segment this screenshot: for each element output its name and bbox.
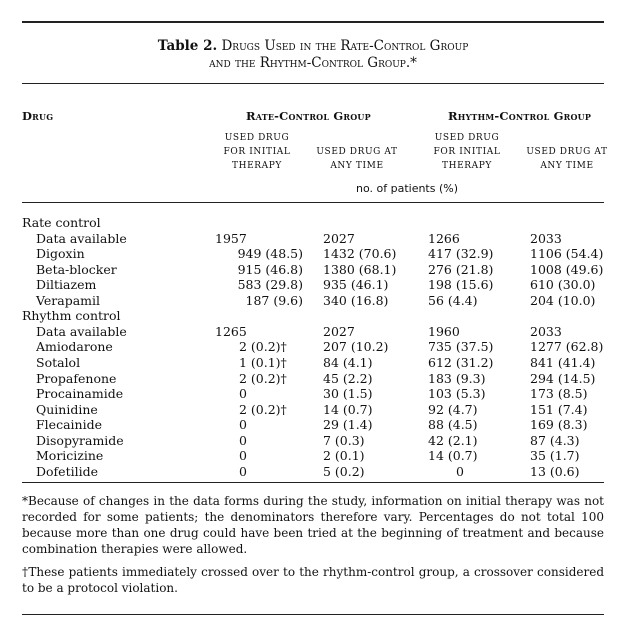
rate-initial-cell: 915 (46.8) — [237, 261, 303, 277]
table-row — [0, 448, 624, 463]
rhythm-initial-cell: 1960 — [428, 323, 460, 339]
table-row — [0, 402, 624, 417]
rate-anytime-cell: 29 (1.4) — [323, 417, 373, 433]
rhythm-anytime-cell: 1106 (54.4) — [530, 246, 604, 262]
drug-name-cell: Sotalol — [36, 354, 81, 370]
table-row — [0, 246, 624, 261]
rhythm-initial-cell: 14 (0.7) — [428, 448, 478, 464]
drug-name-cell: Disopyramide — [36, 432, 124, 448]
rhythm-initial-subheader: USED DRUG FOR INITIAL THERAPY — [433, 133, 501, 171]
rate-group-header: Rate-Control Group — [246, 109, 371, 123]
rhythm-initial-cell: 0 — [456, 463, 464, 479]
table-row — [0, 324, 624, 339]
table-row — [0, 277, 624, 292]
rate-initial-cell: 187 (9.6) — [245, 292, 303, 308]
rate-anytime-cell: 935 (46.1) — [323, 277, 389, 293]
header-rule — [22, 202, 604, 203]
rate-initial-cell: 0 — [239, 463, 247, 479]
rate-anytime-cell: 340 (16.8) — [323, 292, 389, 308]
table-row — [0, 355, 624, 370]
rate-initial-cell: 0 — [239, 448, 247, 464]
drug-name-cell: Dofetilide — [36, 463, 98, 479]
rate-initial-cell: 0 — [239, 417, 247, 433]
rate-anytime-cell: 2027 — [323, 323, 355, 339]
rate-initial-cell: 1265 — [215, 323, 247, 339]
rate-anytime-cell: 7 (0.3) — [323, 432, 365, 448]
rate-initial-cell: 949 (48.5) — [237, 246, 303, 262]
rate-initial-subheader: USED DRUG FOR INITIAL THERAPY — [223, 133, 291, 171]
drug-name-cell: Beta-blocker — [36, 261, 117, 277]
rate-initial-cell: 583 (29.8) — [237, 277, 303, 293]
rhythm-initial-cell: 103 (5.3) — [428, 386, 486, 402]
rhythm-initial-cell: 198 (15.6) — [428, 277, 494, 293]
rate-initial-cell: 2 (0.2)† — [239, 370, 287, 386]
table-caption — [22, 38, 604, 72]
footnote-dagger: †These patients immediately crossed over to the rhythm-control group, a crossover considered to be a protocol violation. — [22, 565, 604, 595]
rate-anytime-cell: 45 (2.2) — [323, 370, 373, 386]
rhythm-initial-cell: 42 (2.1) — [428, 432, 478, 448]
section-row — [0, 215, 624, 230]
rate-initial-cell: 2 (0.2)† — [239, 339, 287, 355]
rate-anytime-cell: 30 (1.5) — [323, 386, 373, 402]
rhythm-anytime-subheader: USED DRUG AT ANY TIME — [526, 147, 608, 171]
drug-name-cell: Data available — [36, 323, 127, 339]
table-row — [0, 231, 624, 246]
rhythm-anytime-cell: 35 (1.7) — [530, 448, 580, 464]
rate-anytime-cell: 2027 — [323, 230, 355, 246]
rhythm-anytime-cell: 173 (8.5) — [530, 386, 588, 402]
rate-anytime-cell: 1380 (68.1) — [323, 261, 397, 277]
rhythm-anytime-cell: 1008 (49.6) — [530, 261, 604, 277]
rhythm-initial-cell: 735 (37.5) — [428, 339, 494, 355]
table-row — [0, 417, 624, 432]
rhythm-initial-cell: 56 (4.4) — [428, 292, 478, 308]
rhythm-anytime-cell: 204 (10.0) — [530, 292, 596, 308]
drug-name-cell: Flecainide — [36, 417, 102, 433]
drug-name-cell: Amiodarone — [36, 339, 113, 355]
rate-initial-cell: 1 (0.1)† — [239, 354, 287, 370]
rhythm-anytime-cell: 1277 (62.8) — [530, 339, 604, 355]
bottom-rule — [22, 482, 604, 483]
rhythm-anytime-cell: 13 (0.6) — [530, 463, 580, 479]
rhythm-anytime-cell: 169 (8.3) — [530, 417, 588, 433]
section-row — [0, 308, 624, 323]
table-number: Table 2. — [157, 38, 218, 54]
rate-anytime-subheader: USED DRUG AT ANY TIME — [316, 147, 398, 171]
table-row — [0, 339, 624, 354]
rhythm-initial-cell: 183 (9.3) — [428, 370, 486, 386]
rhythm-group-header: Rhythm-Control Group — [448, 109, 592, 123]
footer-rule — [22, 614, 604, 615]
rhythm-initial-cell: 276 (21.8) — [428, 261, 494, 277]
table-row — [0, 371, 624, 386]
caption-title-line-2: and the Rhythm-Control Group.* — [209, 55, 417, 71]
table-row — [0, 293, 624, 308]
section-label: Rate control — [22, 215, 101, 230]
table-row — [0, 433, 624, 448]
units-label: no. of patients (%) — [356, 182, 459, 195]
rhythm-initial-cell: 417 (32.9) — [428, 246, 494, 262]
rhythm-anytime-cell: 841 (41.4) — [530, 354, 596, 370]
drug-name-cell: Propafenone — [36, 370, 117, 386]
drug-name-cell: Moricizine — [36, 448, 104, 464]
rhythm-anytime-cell: 151 (7.4) — [530, 401, 588, 417]
rhythm-initial-cell: 92 (4.7) — [428, 401, 478, 417]
table-row — [0, 262, 624, 277]
rhythm-anytime-cell: 2033 — [530, 323, 562, 339]
rhythm-initial-cell: 1266 — [428, 230, 460, 246]
table-row — [0, 464, 624, 479]
drug-name-cell: Procainamide — [36, 386, 124, 402]
rhythm-anytime-cell: 87 (4.3) — [530, 432, 580, 448]
caption-line-1 — [22, 38, 604, 55]
drug-name-cell: Diltiazem — [36, 277, 97, 293]
rate-initial-cell: 0 — [239, 432, 247, 448]
rhythm-initial-cell: 612 (31.2) — [428, 354, 494, 370]
section-label: Rhythm control — [22, 308, 121, 324]
top-rule — [22, 21, 604, 23]
drug-name-cell: Data available — [36, 230, 127, 246]
rate-anytime-cell: 1432 (70.6) — [323, 246, 397, 262]
rhythm-initial-cell: 88 (4.5) — [428, 417, 478, 433]
rate-initial-cell: 2 (0.2)† — [239, 401, 287, 417]
drug-column-header: Drug — [22, 109, 54, 123]
rate-initial-cell: 0 — [239, 386, 247, 402]
rate-anytime-cell: 5 (0.2) — [323, 463, 365, 479]
drug-name-cell: Digoxin — [36, 246, 85, 262]
rate-anytime-cell: 207 (10.2) — [323, 339, 389, 355]
rate-initial-cell: 1957 — [215, 230, 247, 246]
drug-name-cell: Verapamil — [36, 292, 101, 308]
rhythm-anytime-cell: 2033 — [530, 230, 562, 246]
caption-title-line-1: Drugs Used in the Rate-Control Group — [221, 38, 469, 54]
rate-anytime-cell: 2 (0.1) — [323, 448, 365, 464]
rate-anytime-cell: 84 (4.1) — [323, 354, 373, 370]
rhythm-anytime-cell: 610 (30.0) — [530, 277, 596, 293]
rhythm-anytime-cell: 294 (14.5) — [530, 370, 596, 386]
rate-anytime-cell: 14 (0.7) — [323, 401, 373, 417]
footnote-asterisk: *Because of changes in the data forms during the study, information on initial therapy was not recorded for some patients; the denominators therefore vary. Percentages do not total 100 because more than one drug could have been tried at the beginning of treatment and because combination therapies were allowed. — [22, 494, 604, 556]
caption-rule — [22, 83, 604, 84]
table-row — [0, 386, 624, 401]
drug-name-cell: Quinidine — [36, 401, 98, 417]
